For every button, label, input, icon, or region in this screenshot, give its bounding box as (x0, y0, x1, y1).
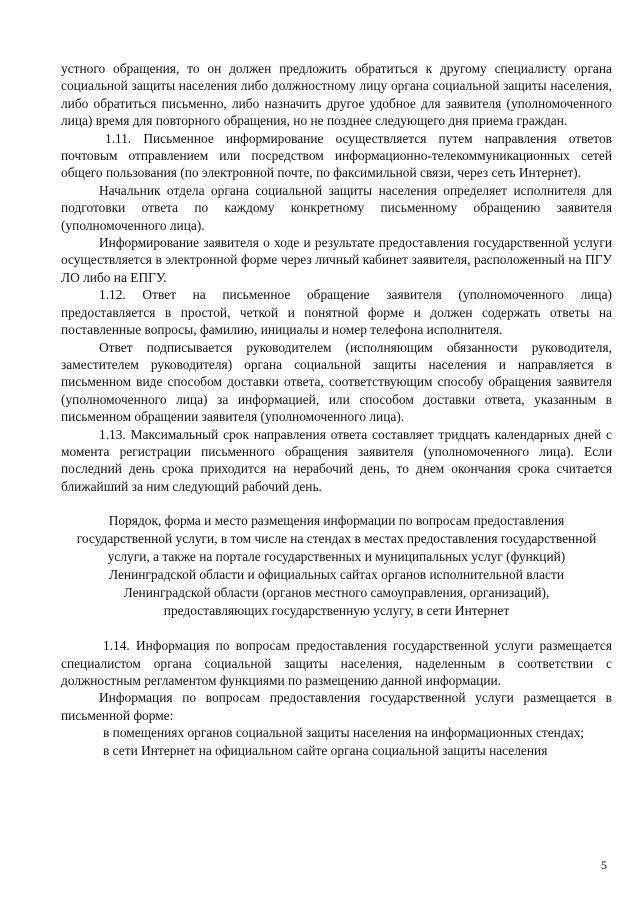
paragraph-1-14-information-placement: 1.14. Информация по вопросам предоставления государственной услуги размещается специалистом органа социальной защиты населения, наделенным в соответствии с должностным регламентом функциями по размещению данной информации. (61, 638, 612, 688)
section-heading-text: Порядок, форма и место размещения информации по вопросам предоставления государственной услуги, в том числе на стендах в местах предоставления государственной услуги, а также на портале государственных и муниципальных услуг (функций) Ленинградской области и официальных сайтах органов исполнительной власти Ленинградской области (органов местного самоуправления, организаций), предоставляющих государственную услугу, в сети Интернет (76, 513, 597, 619)
paragraph-electronic-informing: Информирование заявителя о ходе и результате предоставления государственной услуги осуществляется в электронной форме через личный кабинет заявителя, расположенный на ПГУ ЛО либо на ЕПГУ. (61, 235, 612, 285)
paragraph-1-11-written-informing: 1.11. Письменное информирование осуществляется путем направления ответов почтовым отправлением или посредством информационно-телекоммуникационных сетей общего пользования (по электронной почте, по факсимильной связи, через сеть Интернет). (61, 130, 612, 181)
document-page (61, 60, 612, 759)
paragraph-oral-appeal-continuation: устного обращения, то он должен предложить обратиться к другому специалисту органа социальной защиты населения либо должностному лицу органа социальной защиты населения, либо обратиться письменно, либо назначить другое удобное для заявителя (уполномоченного лица) время для повторного обращения, но не позднее следующего дня приема граждан. (61, 61, 612, 129)
paragraph-1-12-written-answer: 1.12. Ответ на письменное обращение заявителя (уполномоченного лица) предоставляется в простой, четкой и понятной форме и должен содержать ответы на поставленные вопросы, фамилию, инициалы и номер телефона исполнителя. (61, 287, 612, 338)
paragraph-information-stands: в помещениях органов социальной защиты населения на информационных стендах; (103, 725, 585, 741)
paragraph-answer-signing: Ответ подписывается руководителем (исполняющим обязанности руководителя, заместителем руководителя) органа социальной защиты населения и направляется в письменном виде способом доставки ответа, соответствующим способу обращения заявителя (уполномоченного лица) за информацией, или способом доставки ответа, указанным в письменном обращении заявителя (уполномоченного лица). (61, 339, 612, 425)
page-number: 5 (601, 858, 607, 872)
section-spacer (61, 620, 612, 637)
paragraph-1-13-answer-deadline: 1.13. Максимальный срок направления ответа составляет тридцать календарных дней с момента регистрации письменного обращения заявителя (уполномоченного лица). Если последний день срока приходится на нерабочий день, то днем окончания срока считается ближайший за ним следующий рабочий день. (61, 426, 612, 494)
paragraph-written-form: Информация по вопросам предоставления государственной услуги размещается в письменной форме: (61, 690, 612, 723)
paragraph-official-website: в сети Интернет на официальном сайте органа социальной защиты населения (103, 742, 548, 758)
paragraph-department-head: Начальник отдела органа социальной защиты населения определяет исполнителя для подготовки ответа по каждому конкретному письменному обращению заявителя (уполномоченного лица). (61, 182, 612, 233)
section-heading (75, 512, 598, 620)
